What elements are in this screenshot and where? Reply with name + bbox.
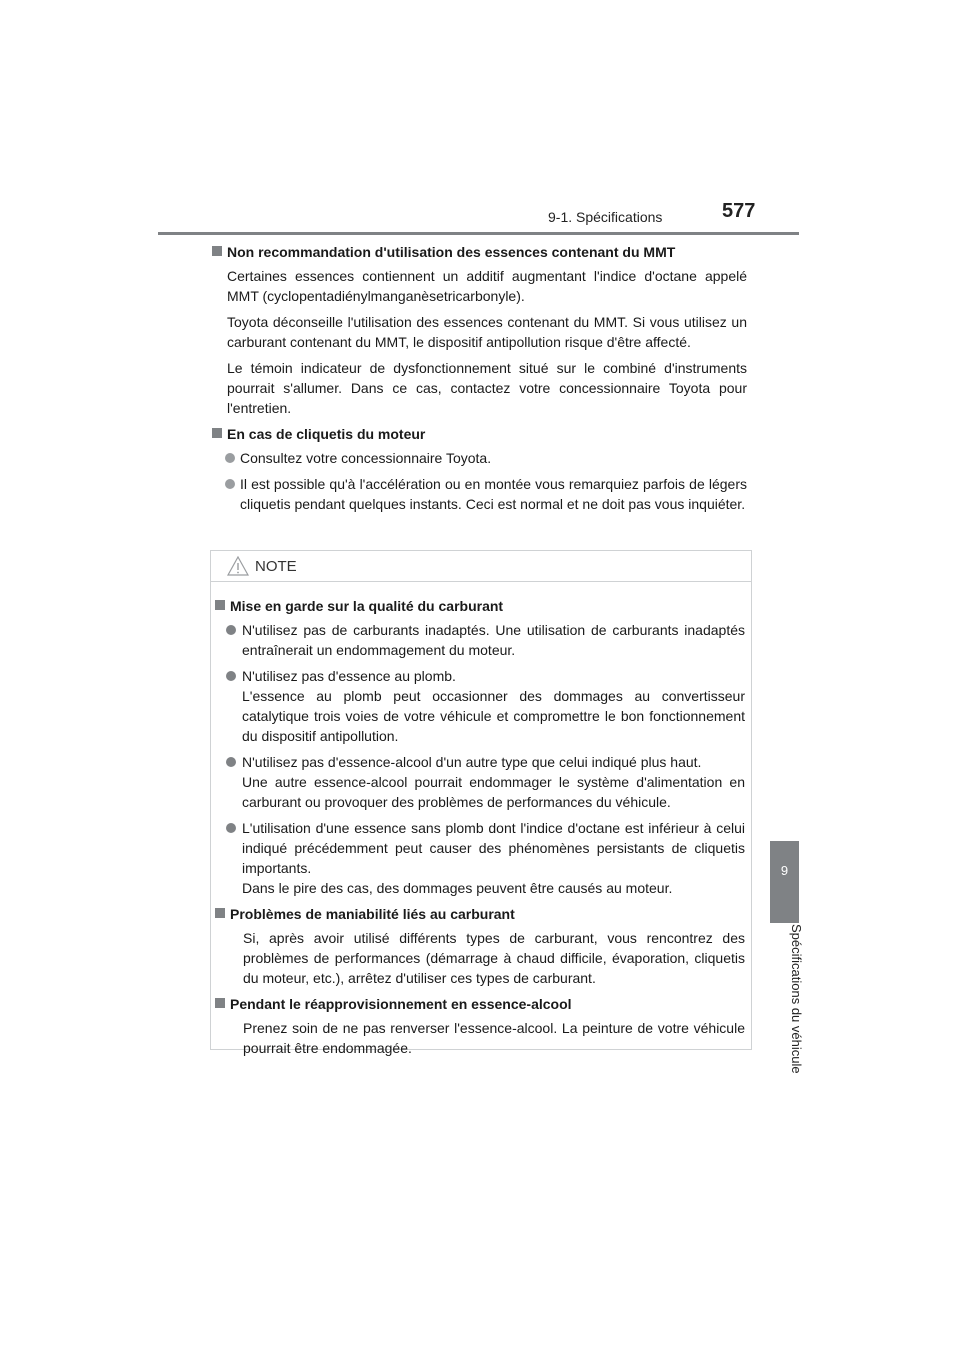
section-title: En cas de cliquetis du moteur [212,424,747,444]
main-content [212,240,747,520]
section-title: Pendant le réapprovisionnement en essence-alcool [215,994,745,1014]
circle-bullet-icon [226,671,236,681]
circle-bullet-icon [226,625,236,635]
square-bullet-icon [215,600,225,610]
square-bullet-icon [212,246,222,256]
paragraph: Si, après avoir utilisé différents types de carburant, vous rencontrez des problèmes de performances (démarrage à chaud difficile, évaporation, cliquetis du moteur, etc.), arrêtez d'utiliser ces types de carburant. [243,930,745,986]
header-rule [158,232,799,235]
paragraph: Toyota déconseille l'utilisation des essences contenant du MMT. Si vous utilisez un carburant contenant du MMT, le dispositif antipollution risque d'être affecté. [227,314,747,350]
header-section-title: 9-1. Spécifications [548,209,663,225]
circle-bullet-icon [225,453,235,463]
section-title: Problèmes de maniabilité liés au carburant [215,904,745,924]
circle-bullet-icon [226,757,236,767]
list-item: Consultez votre concessionnaire Toyota. [212,448,747,468]
note-title: NOTE [255,558,297,575]
chapter-tab [770,841,799,923]
note-box [210,550,752,1056]
list-item: L'utilisation d'une essence sans plomb dont l'indice d'octane est inférieur à celui indiqué précédemment peut causer des phénomènes persistants de cliquetis importants. Dans le pire des cas, des dommages peuvent être causés au moteur. [215,818,745,898]
page-header [0,0,960,240]
page-number: 577 [722,200,756,222]
chapter-number: 9 [780,863,789,878]
chapter-label: Spécifications du véhicule [789,924,804,1074]
note-body [215,594,745,1064]
list-item: Il est possible qu'à l'accélération ou en montée vous remarquiez parfois de légers cliquetis pendant quelques instants. Ceci est normal et ne doit pas vous inquiéter. [212,474,747,514]
square-bullet-icon [215,908,225,918]
square-bullet-icon [215,998,225,1008]
note-header [211,551,751,582]
paragraph: Certaines essences contiennent un additif augmentant l'indice d'octane appelé MMT (cyclopentadiénylmanganèsetricarbonyle). [227,268,747,304]
circle-bullet-icon [225,479,235,489]
list-item: N'utilisez pas de carburants inadaptés. Une utilisation de carburants inadaptés entraînerait un endommagement du moteur. [215,620,745,660]
paragraph: Le témoin indicateur de dysfonctionnement situé sur le combiné d'instruments pourrait s'allumer. Dans ce cas, contactez votre concessionnaire Toyota pour l'entretien. [227,360,747,416]
section-title: Non recommandation d'utilisation des essences contenant du MMT [212,242,747,262]
list-item: N'utilisez pas d'essence au plomb. L'essence au plomb peut occasionner des dommages au convertisseur catalytique trois voies de votre véhicule et compromettre le bon fonctionnement du dispositif antipollution. [215,666,745,746]
warning-triangle-icon [227,556,249,576]
paragraph: Prenez soin de ne pas renverser l'essence-alcool. La peinture de votre véhicule pourrait être endommagée. [243,1020,745,1056]
circle-bullet-icon [226,823,236,833]
list-item: N'utilisez pas d'essence-alcool d'un autre type que celui indiqué plus haut. Une autre essence-alcool pourrait endommager le système d'alimentation en carburant ou provoquer des problèmes de performances du véhicule. [215,752,745,812]
section-title: Mise en garde sur la qualité du carburant [215,596,745,616]
square-bullet-icon [212,428,222,438]
